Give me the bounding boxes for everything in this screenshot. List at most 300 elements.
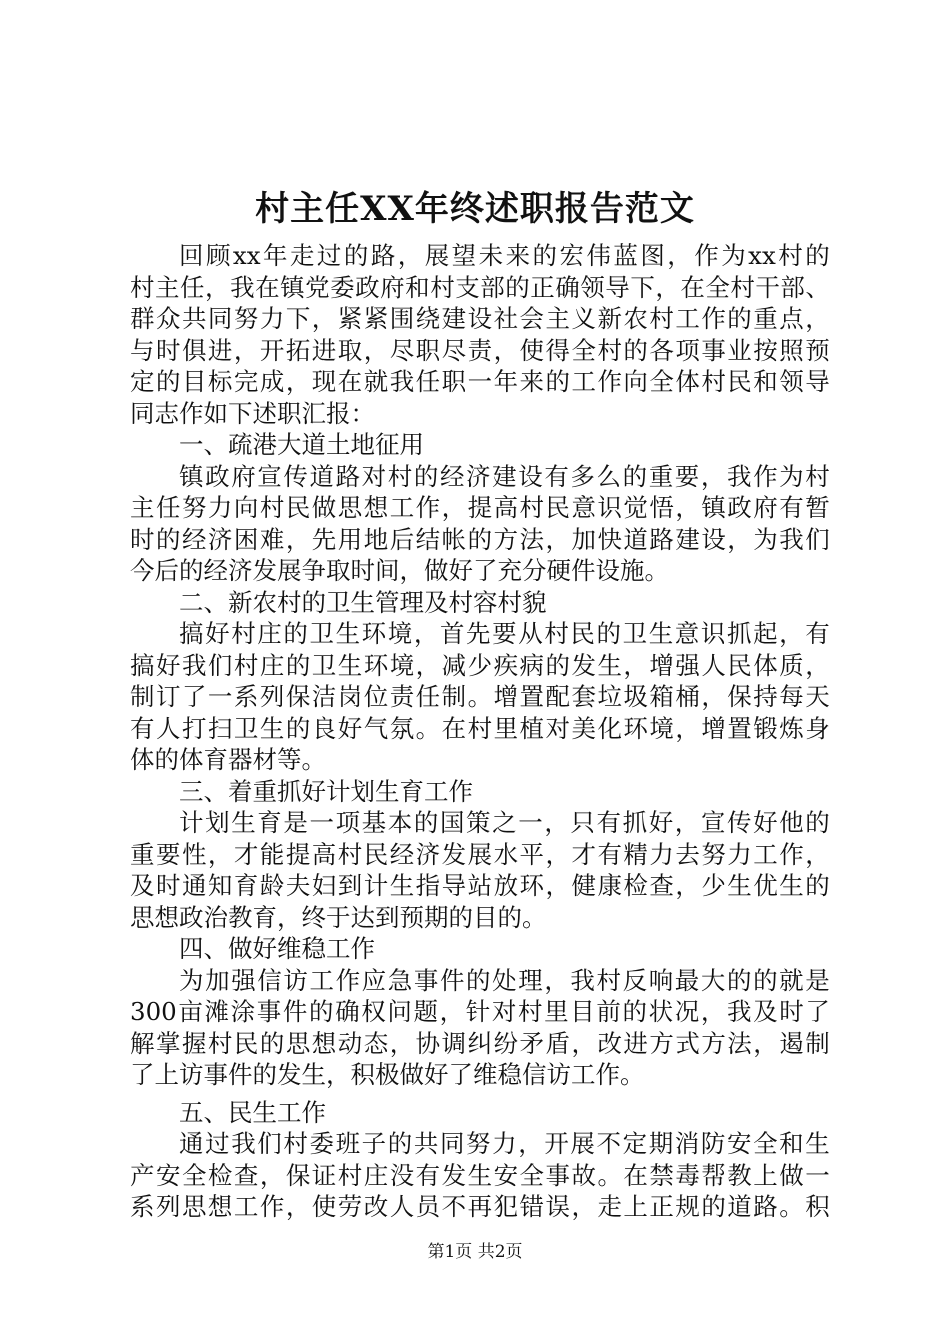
- text-glyph: 努: [233, 304, 259, 333]
- text-glyph: 路: [649, 524, 674, 554]
- text-glyph: 。: [597, 1160, 622, 1190]
- text-glyph: 工: [389, 493, 415, 522]
- text-glyph: 蓝: [613, 241, 638, 270]
- text-glyph: 能: [259, 839, 285, 869]
- text-glyph: 我: [389, 367, 415, 396]
- text-glyph: 成: [259, 367, 285, 396]
- text-glyph: 悟: [649, 493, 674, 522]
- text-glyph: 了: [805, 997, 830, 1026]
- text-glyph: 想: [207, 1192, 233, 1221]
- text-glyph: 的: [805, 808, 830, 837]
- text-glyph: 未: [478, 241, 504, 270]
- text-glyph: ，: [545, 524, 570, 554]
- text-glyph: 作: [701, 304, 726, 333]
- text-glyph: 各: [649, 335, 674, 365]
- text-glyph: 的: [259, 1028, 285, 1058]
- text-glyph: 意: [571, 493, 596, 522]
- text-glyph: 才: [571, 839, 596, 869]
- text-glyph: 的: [285, 650, 311, 680]
- text-glyph: 不: [596, 1129, 621, 1158]
- text-glyph: 炼: [779, 713, 804, 743]
- text-glyph: ，: [389, 1028, 415, 1058]
- text-glyph: 在: [255, 272, 280, 302]
- text-glyph: 生: [805, 1129, 830, 1158]
- text-glyph: 置: [519, 682, 545, 711]
- text-glyph: 通: [179, 1129, 204, 1158]
- text-glyph: 通: [181, 871, 207, 900]
- text-glyph: 的: [532, 241, 558, 270]
- text-glyph: 导: [805, 367, 830, 396]
- text-glyph: 村: [337, 1160, 363, 1190]
- text-glyph: 安: [726, 1129, 752, 1158]
- text-glyph: 套: [571, 682, 596, 711]
- text-glyph: 的: [596, 619, 621, 648]
- text-glyph: ，: [805, 650, 830, 680]
- text-glyph: 方: [493, 524, 519, 554]
- text-glyph: 改: [597, 1028, 622, 1058]
- text-glyph: 我: [181, 650, 207, 680]
- text-glyph: 环: [519, 871, 545, 900]
- text-glyph: 路: [753, 1192, 778, 1221]
- text-glyph: ，: [701, 682, 726, 711]
- text-glyph: 伟: [586, 241, 611, 270]
- text-glyph: 向: [233, 493, 259, 522]
- text-glyph: 育: [257, 808, 282, 837]
- text-glyph: 权: [361, 997, 386, 1026]
- text-glyph: 想: [311, 1028, 337, 1058]
- text-glyph: 式: [675, 1028, 700, 1058]
- text-glyph: 位: [363, 682, 389, 711]
- text-glyph: 工: [571, 367, 596, 396]
- text-glyph: 顾: [205, 241, 231, 270]
- text-glyph: 件: [282, 997, 308, 1026]
- text-glyph: 做: [311, 493, 337, 522]
- text-glyph: 劳: [337, 1192, 363, 1221]
- text-glyph: 生: [779, 871, 804, 900]
- paragraph-line: [130, 870, 830, 902]
- text-glyph: 职: [441, 367, 467, 396]
- text-glyph: 的: [155, 367, 181, 396]
- text-glyph: 年: [263, 241, 288, 270]
- text-glyph: 调: [441, 1028, 467, 1058]
- text-glyph: 村: [701, 367, 726, 396]
- paragraph-line: [130, 650, 830, 682]
- text-glyph: ，: [700, 461, 726, 491]
- text-glyph: 村: [207, 1028, 233, 1058]
- paragraph-line: 同志作如下述职汇报：: [130, 398, 375, 428]
- text-glyph: 解: [130, 1028, 155, 1058]
- text-glyph: 从: [518, 619, 543, 648]
- text-glyph: 证: [311, 1160, 337, 1190]
- paragraph-line: [130, 713, 830, 745]
- text-glyph: 道: [727, 1192, 752, 1221]
- text-glyph: 的: [387, 1129, 413, 1158]
- text-glyph: ，: [285, 1192, 311, 1221]
- text-glyph: 主: [130, 493, 155, 522]
- text-glyph: 努: [181, 493, 207, 522]
- text-glyph: 想: [363, 493, 389, 522]
- text-glyph: ，: [700, 997, 726, 1026]
- text-glyph: 的: [545, 367, 570, 396]
- text-glyph: 禁: [649, 1160, 674, 1190]
- text-glyph: 安: [493, 1160, 519, 1190]
- text-glyph: 美: [571, 713, 596, 743]
- text-glyph: 一: [309, 808, 334, 837]
- text-glyph: 应: [361, 965, 387, 995]
- text-glyph: 作: [259, 1192, 285, 1221]
- text-glyph: 政: [727, 493, 752, 522]
- text-glyph: 国: [439, 808, 465, 837]
- text-glyph: 纠: [467, 1028, 493, 1058]
- text-glyph: 对: [491, 997, 517, 1026]
- text-glyph: 和: [779, 1129, 804, 1158]
- text-glyph: 努: [701, 839, 726, 869]
- text-glyph: 掌: [155, 1028, 181, 1058]
- text-glyph: 领: [580, 272, 605, 302]
- text-glyph: 产: [130, 1160, 155, 1190]
- text-glyph: 来: [505, 241, 531, 270]
- text-glyph: ，: [674, 808, 700, 837]
- paragraph-line: [130, 807, 830, 839]
- text-glyph: 定: [622, 1129, 648, 1158]
- text-glyph: ，: [779, 619, 804, 648]
- text-glyph: 经: [389, 839, 415, 869]
- text-glyph: 基: [361, 808, 387, 837]
- text-glyph: 的: [701, 1192, 726, 1221]
- text-glyph: 里: [544, 997, 569, 1026]
- text-glyph: 共: [181, 304, 207, 333]
- text-glyph: 村: [649, 304, 674, 333]
- text-glyph: 作: [335, 965, 361, 995]
- text-glyph: 天: [805, 682, 830, 711]
- text-glyph: 和: [405, 272, 430, 302]
- text-glyph: 圾: [623, 682, 648, 711]
- text-glyph: 建: [492, 461, 517, 491]
- text-glyph: 下: [285, 304, 311, 333]
- text-glyph: 高: [493, 493, 519, 522]
- text-glyph: 目: [181, 367, 207, 396]
- text-glyph: 的: [805, 241, 830, 270]
- text-glyph: 村: [597, 335, 622, 365]
- text-glyph: 涂: [230, 997, 256, 1026]
- text-glyph: 庄: [259, 650, 285, 680]
- text-glyph: 开: [259, 335, 285, 365]
- text-glyph: 好: [337, 713, 363, 743]
- text-glyph: 经: [181, 524, 207, 554]
- text-glyph: 宣: [257, 461, 282, 491]
- text-glyph: 全: [519, 1160, 545, 1190]
- text-glyph: 民: [570, 619, 595, 648]
- text-glyph: 为: [779, 461, 804, 491]
- text-glyph: 开: [544, 1129, 569, 1158]
- text-glyph: 么: [596, 461, 621, 491]
- text-glyph: 对: [361, 461, 387, 491]
- text-glyph: 纷: [493, 1028, 519, 1058]
- text-glyph: 放: [493, 871, 519, 900]
- text-glyph: 工: [675, 304, 700, 333]
- text-glyph: 建: [675, 524, 700, 554]
- text-glyph: 境: [387, 619, 413, 648]
- text-glyph: 持: [753, 682, 778, 711]
- text-glyph: 的: [753, 965, 778, 995]
- text-glyph: 垃: [597, 682, 622, 711]
- text-glyph: 为: [721, 241, 746, 270]
- paragraph-line: [130, 1160, 830, 1192]
- text-glyph: 氛: [389, 713, 415, 743]
- text-glyph: 任: [415, 682, 441, 711]
- text-glyph: 到: [337, 871, 363, 900]
- text-glyph: 时: [779, 997, 804, 1026]
- text-glyph: 件: [439, 965, 465, 995]
- text-glyph: 力: [492, 1129, 517, 1158]
- text-glyph: ，: [571, 1028, 596, 1058]
- text-glyph: 况: [674, 997, 700, 1026]
- text-glyph: 遏: [779, 1028, 804, 1058]
- text-glyph: ，: [805, 304, 830, 333]
- text-glyph: ，: [518, 1129, 543, 1158]
- text-glyph: 力: [727, 839, 752, 869]
- text-glyph: 设: [518, 461, 543, 491]
- text-glyph: 的: [467, 524, 493, 554]
- text-glyph: 和: [753, 367, 778, 396]
- text-glyph: 子: [361, 1129, 387, 1158]
- text-glyph: 事: [545, 1160, 570, 1190]
- text-glyph: 卫: [233, 713, 259, 743]
- text-glyph: 班: [335, 1129, 361, 1158]
- text-glyph: ，: [285, 524, 311, 554]
- text-glyph: 思: [285, 1028, 311, 1058]
- paragraph-line: 了上访事件的发生，积极做好了维稳信访工作。: [130, 1060, 645, 1089]
- text-glyph: 是: [283, 808, 308, 837]
- text-glyph: 我: [779, 524, 804, 554]
- text-glyph: 系: [130, 1192, 155, 1221]
- text-glyph: 困: [233, 524, 259, 554]
- text-glyph: 体: [675, 367, 700, 396]
- text-glyph: 规: [675, 1192, 700, 1221]
- text-glyph: 围: [389, 304, 415, 333]
- text-glyph: xx: [748, 241, 776, 270]
- text-glyph: 项: [675, 335, 700, 365]
- text-glyph: 精: [623, 839, 648, 869]
- text-glyph: ，: [675, 871, 700, 900]
- text-glyph: 村: [231, 619, 256, 648]
- text-glyph: 教: [727, 1160, 752, 1190]
- text-glyph: 了: [181, 682, 207, 711]
- text-glyph: 减: [441, 650, 467, 680]
- text-glyph: 保: [285, 682, 311, 711]
- text-glyph: 在: [441, 713, 467, 743]
- text-glyph: 只: [570, 808, 595, 837]
- text-glyph: 的: [622, 461, 648, 491]
- text-glyph: 一: [805, 1160, 830, 1190]
- text-glyph: ，: [259, 1160, 285, 1190]
- text-glyph: 多: [570, 461, 595, 491]
- text-glyph: 协: [415, 1028, 441, 1058]
- text-glyph: 好: [205, 619, 230, 648]
- text-glyph: 一: [467, 367, 493, 396]
- paragraph-line: [130, 839, 830, 871]
- text-glyph: 力: [207, 493, 233, 522]
- text-glyph: 先: [311, 524, 337, 554]
- paragraph-line: 体的体育器材等。: [130, 745, 326, 774]
- text-glyph: 的: [623, 335, 648, 365]
- text-glyph: 列: [259, 682, 285, 711]
- paragraph-line: [130, 335, 830, 367]
- text-glyph: 的: [545, 650, 570, 680]
- text-glyph: 300: [130, 997, 177, 1026]
- text-glyph: 工: [309, 965, 334, 995]
- text-glyph: 及: [130, 871, 155, 900]
- text-glyph: 完: [233, 367, 259, 396]
- text-glyph: 少: [701, 871, 726, 900]
- text-glyph: 作: [597, 367, 622, 396]
- text-glyph: 有: [130, 713, 155, 743]
- text-glyph: 村: [233, 650, 259, 680]
- text-glyph: 龄: [259, 871, 285, 900]
- text-glyph: ，: [805, 839, 830, 869]
- text-glyph: 有: [544, 461, 569, 491]
- text-glyph: 的: [622, 997, 648, 1026]
- text-glyph: 箱: [649, 682, 674, 711]
- text-glyph: 矛: [519, 1028, 545, 1058]
- text-glyph: 在: [680, 272, 705, 302]
- text-glyph: 道: [309, 461, 334, 491]
- text-glyph: 年: [493, 367, 519, 396]
- text-glyph: 部: [780, 272, 805, 302]
- text-glyph: 与: [130, 335, 155, 365]
- text-glyph: 加: [571, 524, 596, 554]
- text-glyph: 作: [694, 241, 719, 270]
- text-glyph: 搞: [179, 619, 204, 648]
- text-glyph: 法: [519, 524, 545, 554]
- text-glyph: 暂: [805, 493, 830, 522]
- text-glyph: 桶: [675, 682, 700, 711]
- text-glyph: 村: [778, 241, 803, 270]
- text-glyph: 态: [363, 1028, 389, 1058]
- text-glyph: 针: [465, 997, 491, 1026]
- text-glyph: 积: [805, 1192, 830, 1221]
- text-glyph: 全: [181, 1160, 207, 1190]
- text-glyph: 病: [519, 650, 545, 680]
- text-glyph: 使: [311, 1192, 337, 1221]
- text-glyph: 康: [597, 871, 622, 900]
- text-glyph: ，: [571, 1192, 596, 1221]
- text-glyph: 帮: [701, 1160, 726, 1190]
- text-glyph: 济: [415, 839, 441, 869]
- text-glyph: 状: [648, 997, 674, 1026]
- paragraph-line: [130, 1191, 830, 1223]
- text-glyph: 。: [467, 682, 493, 711]
- text-glyph: 制: [805, 1028, 830, 1058]
- text-glyph: 卫: [622, 619, 648, 648]
- text-glyph: 滩: [204, 997, 230, 1026]
- text-glyph: ，: [441, 493, 467, 522]
- text-glyph: 村: [544, 619, 569, 648]
- text-glyph: 们: [805, 524, 830, 554]
- text-glyph: 人: [155, 713, 181, 743]
- text-glyph: 群: [130, 304, 155, 333]
- text-glyph: 问: [387, 997, 412, 1026]
- text-glyph: 安: [155, 1160, 181, 1190]
- text-glyph: 里: [493, 713, 519, 743]
- text-glyph: 我: [230, 272, 255, 302]
- text-glyph: 制: [441, 682, 467, 711]
- paragraph-line: [130, 524, 830, 556]
- text-glyph: 好: [648, 808, 674, 837]
- text-glyph: 水: [493, 839, 519, 869]
- text-glyph: 有: [415, 1160, 441, 1190]
- text-glyph: 现: [311, 367, 337, 396]
- text-glyph: 制: [130, 682, 155, 711]
- text-glyph: 时: [155, 871, 181, 900]
- text-glyph: 误: [545, 1192, 570, 1221]
- text-glyph: 强: [231, 965, 256, 995]
- text-glyph: 一: [207, 682, 233, 711]
- text-glyph: 向: [623, 367, 648, 396]
- text-glyph: 尽: [389, 335, 415, 365]
- text-glyph: ，: [544, 808, 569, 837]
- text-glyph: 府: [380, 272, 405, 302]
- text-glyph: 先: [466, 619, 491, 648]
- text-glyph: 的: [413, 808, 439, 837]
- text-glyph: 气: [363, 713, 389, 743]
- document-body: [130, 240, 830, 1223]
- text-glyph: 提: [285, 839, 311, 869]
- text-glyph: 增: [649, 650, 674, 680]
- text-glyph: 少: [467, 650, 493, 680]
- text-glyph: 党: [305, 272, 330, 302]
- text-glyph: ，: [439, 997, 465, 1026]
- text-glyph: 本: [387, 808, 413, 837]
- text-glyph: 植: [519, 713, 545, 743]
- text-glyph: 任: [415, 367, 441, 396]
- text-glyph: 标: [207, 367, 233, 396]
- text-glyph: 的: [283, 619, 308, 648]
- text-glyph: 方: [649, 1028, 674, 1058]
- text-glyph: 加: [205, 965, 230, 995]
- text-glyph: 后: [389, 524, 415, 554]
- text-glyph: 民: [285, 493, 311, 522]
- text-glyph: 村: [805, 461, 830, 491]
- text-glyph: 境: [389, 650, 415, 680]
- text-glyph: 思: [181, 1192, 207, 1221]
- text-glyph: 前: [596, 997, 621, 1026]
- text-glyph: 响: [648, 965, 674, 995]
- text-glyph: 搞: [130, 650, 155, 680]
- text-glyph: 村: [518, 997, 543, 1026]
- text-glyph: 生: [337, 650, 363, 680]
- text-glyph: 责: [467, 335, 493, 365]
- text-glyph: 村: [596, 965, 621, 995]
- text-glyph: 有: [779, 493, 804, 522]
- text-glyph: 紧: [337, 304, 363, 333]
- text-glyph: 的: [413, 461, 439, 491]
- text-glyph: 要: [674, 461, 700, 491]
- text-glyph: 提: [467, 493, 493, 522]
- text-glyph: 境: [649, 713, 674, 743]
- text-glyph: 故: [571, 1160, 596, 1190]
- text-glyph: 不: [441, 1192, 467, 1221]
- text-glyph: 正: [649, 1192, 674, 1221]
- text-glyph: 发: [441, 1160, 467, 1190]
- text-glyph: 的: [466, 965, 491, 995]
- text-glyph: 系: [233, 682, 259, 711]
- text-glyph: 点: [779, 304, 804, 333]
- text-glyph: 同: [207, 304, 233, 333]
- text-glyph: 府: [753, 493, 778, 522]
- text-glyph: 去: [675, 839, 700, 869]
- text-glyph: 庄: [257, 619, 282, 648]
